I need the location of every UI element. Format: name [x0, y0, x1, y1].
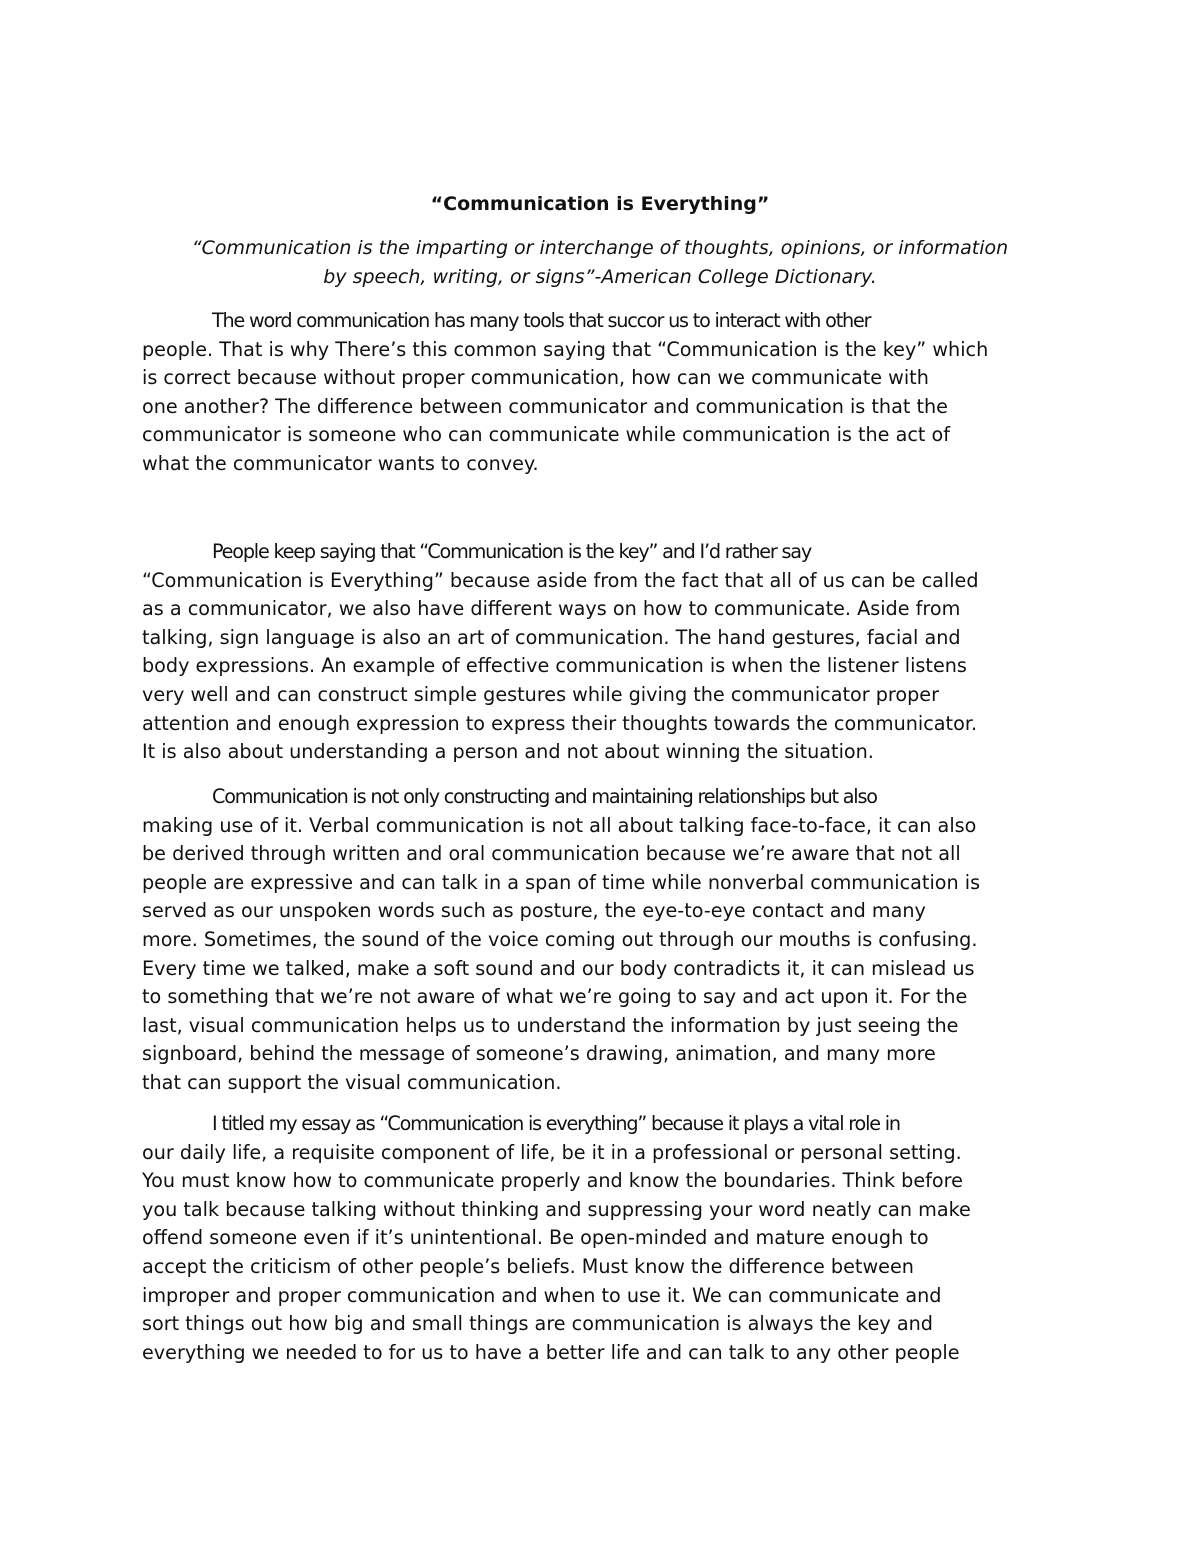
paragraph-line: Communication is not only constructing and maintaining relationships but also	[212, 785, 877, 808]
paragraph-line: to something that we’re not aware of what we’re going to say and act upon it. For the	[142, 985, 968, 1009]
paragraph-line: as a communicator, we also have different ways on how to communicate. Aside from	[142, 597, 961, 621]
paragraph-line: Every time we talked, make a soft sound and our body contradicts it, it can mislead us	[142, 956, 975, 980]
epigraph-line-1: “Communication is the imparting or interchange of thoughts, opinions, or information	[191, 237, 1009, 259]
paragraph-line: signboard, behind the message of someone’s drawing, animation, and many more	[142, 1042, 936, 1066]
paragraph-line: sort things out how big and small things are communication is always the key and	[142, 1312, 933, 1336]
paragraph-line: last, visual communication helps us to understand the information by just seeing the	[142, 1013, 959, 1037]
paragraph-line: you talk because talking without thinking and suppressing your word neatly can make	[142, 1197, 971, 1221]
paragraph-line: people. That is why There’s this common saying that “Communication is the key” which	[142, 337, 989, 361]
paragraph-line: People keep saying that “Communication is the key” and I’d rather say	[212, 540, 812, 563]
paragraph-line: one another? The difference between communicator and communication is that the	[142, 394, 948, 418]
epigraph-line-2: by speech, writing, or signs”-American College Dictionary.	[323, 266, 877, 288]
essay-title: “Communication is Everything”	[430, 193, 770, 215]
paragraph-line: that can support the visual communication.	[142, 1070, 562, 1094]
paragraph-line: everything we needed to for us to have a better life and can talk to any other people	[142, 1340, 960, 1364]
paragraph-line: served as our unspoken words such as posture, the eye-to-eye contact and many	[142, 899, 926, 923]
paragraph-line: “Communication is Everything” because aside from the fact that all of us can be called	[142, 568, 979, 592]
epigraph-quote	[140, 234, 1060, 292]
paragraph-line: what the communicator wants to convey.	[142, 451, 539, 475]
paragraph-line: accept the criticism of other people’s beliefs. Must know the difference between	[142, 1254, 914, 1278]
paragraph-line: attention and enough expression to express their thoughts towards the communicator.	[142, 711, 978, 735]
paragraph-line: body expressions. An example of effective communication is when the listener listens	[142, 654, 967, 678]
paragraph-line: I titled my essay as “Communication is everything” because it plays a vital role in	[212, 1112, 900, 1135]
paragraph-line: talking, sign language is also an art of communication. The hand gestures, facial and	[142, 625, 961, 649]
paragraph-line: more. Sometimes, the sound of the voice coming out through our mouths is confusing.	[142, 927, 978, 951]
paragraph-line: You must know how to communicate properly and know the boundaries. Think before	[142, 1169, 963, 1193]
paragraph-1	[142, 307, 1062, 479]
paragraph-line: people are expressive and can talk in a span of time while nonverbal communication is	[142, 870, 981, 894]
paragraph-3	[142, 783, 1062, 1098]
paragraph-line: improper and proper communication and when to use it. We can communicate and	[142, 1283, 942, 1307]
paragraph-line: It is also about understanding a person and not about winning the situation.	[142, 740, 874, 764]
paragraph-line: is correct because without proper communication, how can we communicate with	[142, 366, 929, 390]
paragraph-2	[142, 538, 1062, 767]
paragraph-line: The word communication has many tools that succor us to interact with other	[212, 309, 871, 332]
paragraph-line: communicator is someone who can communicate while communication is the act of	[142, 423, 951, 447]
paragraph-line: very well and can construct simple gestures while giving the communicator proper	[142, 682, 939, 706]
paragraph-4	[142, 1110, 1062, 1367]
paragraph-line: our daily life, a requisite component of life, be it in a professional or personal setting.	[142, 1140, 962, 1164]
paragraph-line: offend someone even if it’s unintentional. Be open-minded and mature enough to	[142, 1226, 929, 1250]
paragraph-line: be derived through written and oral communication because we’re aware that not all	[142, 842, 961, 866]
paragraph-line: making use of it. Verbal communication is not all about talking face-to-face, it can also	[142, 813, 977, 837]
